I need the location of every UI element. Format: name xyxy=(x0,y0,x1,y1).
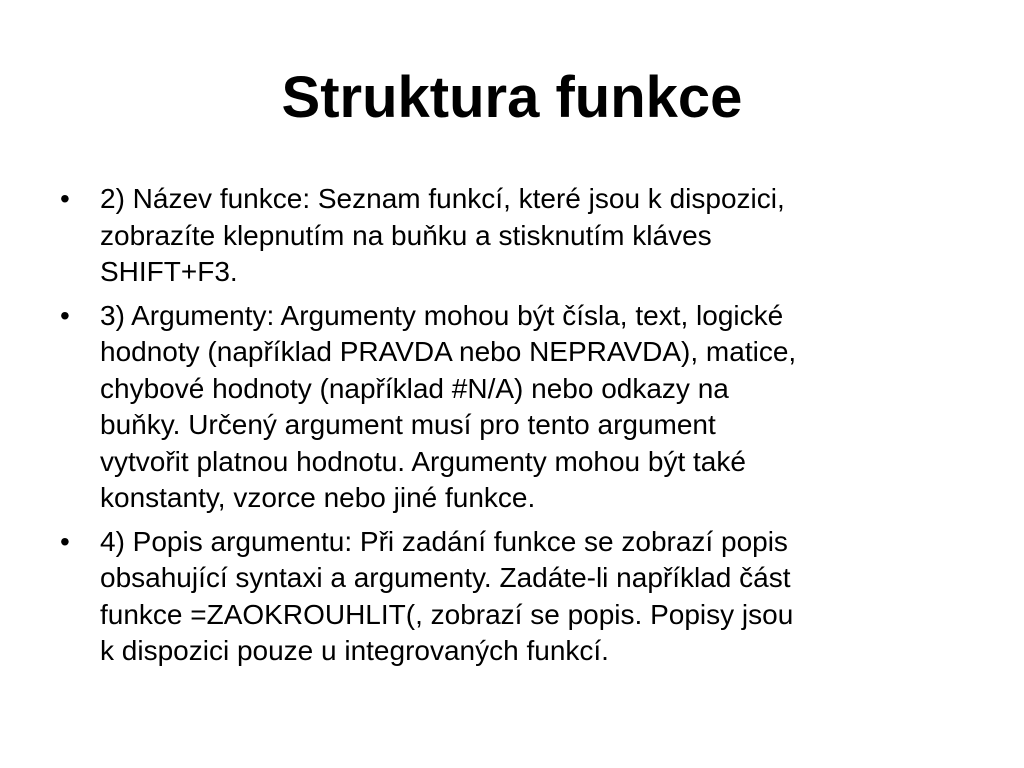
bullet-line: hodnoty (například PRAVDA nebo NEPRAVDA), matice, xyxy=(100,336,797,367)
bullet-line: 2) Název funkce: Seznam funkcí, které jsou k dispozici, xyxy=(100,183,785,214)
bullet-line: zobrazíte klepnutím na buňku a stisknutím kláves xyxy=(100,219,712,251)
bullet-line: buňky. Určený argument musí pro tento argument xyxy=(100,409,716,440)
bullet-line: obsahující syntaxi a argumenty. Zadáte-li například část xyxy=(100,562,791,593)
bullet-item-name xyxy=(60,181,970,291)
slide-title: Struktura funkce xyxy=(281,65,743,130)
bullet-item-arguments xyxy=(60,298,970,517)
bullet-line: 3) Argumenty: Argumenty mohou být čísla, text, logické xyxy=(100,299,784,331)
bullet-icon: • xyxy=(60,299,70,331)
bullet-line: SHIFT+F3. xyxy=(100,256,238,287)
bullet-line: funkce =ZAOKROUHLIT(, zobrazí se popis. Popisy jsou xyxy=(100,598,794,630)
bullet-line: chybové hodnoty (například #N/A) nebo odkazy na xyxy=(100,372,729,404)
bullet-icon: • xyxy=(60,525,70,557)
bullet-line: konstanty, vzorce nebo jiné funkce. xyxy=(100,482,536,513)
bullet-list xyxy=(60,181,970,677)
bullet-line: k dispozici pouze u integrovaných funkcí. xyxy=(100,635,609,666)
bullet-line: 4) Popis argumentu: Při zadání funkce se zobrazí popis xyxy=(100,525,788,557)
bullet-line: vytvořit platnou hodnotu. Argumenty mohou být také xyxy=(100,445,746,477)
bullet-item-argument-description xyxy=(60,524,970,670)
bullet-icon: • xyxy=(60,183,70,214)
